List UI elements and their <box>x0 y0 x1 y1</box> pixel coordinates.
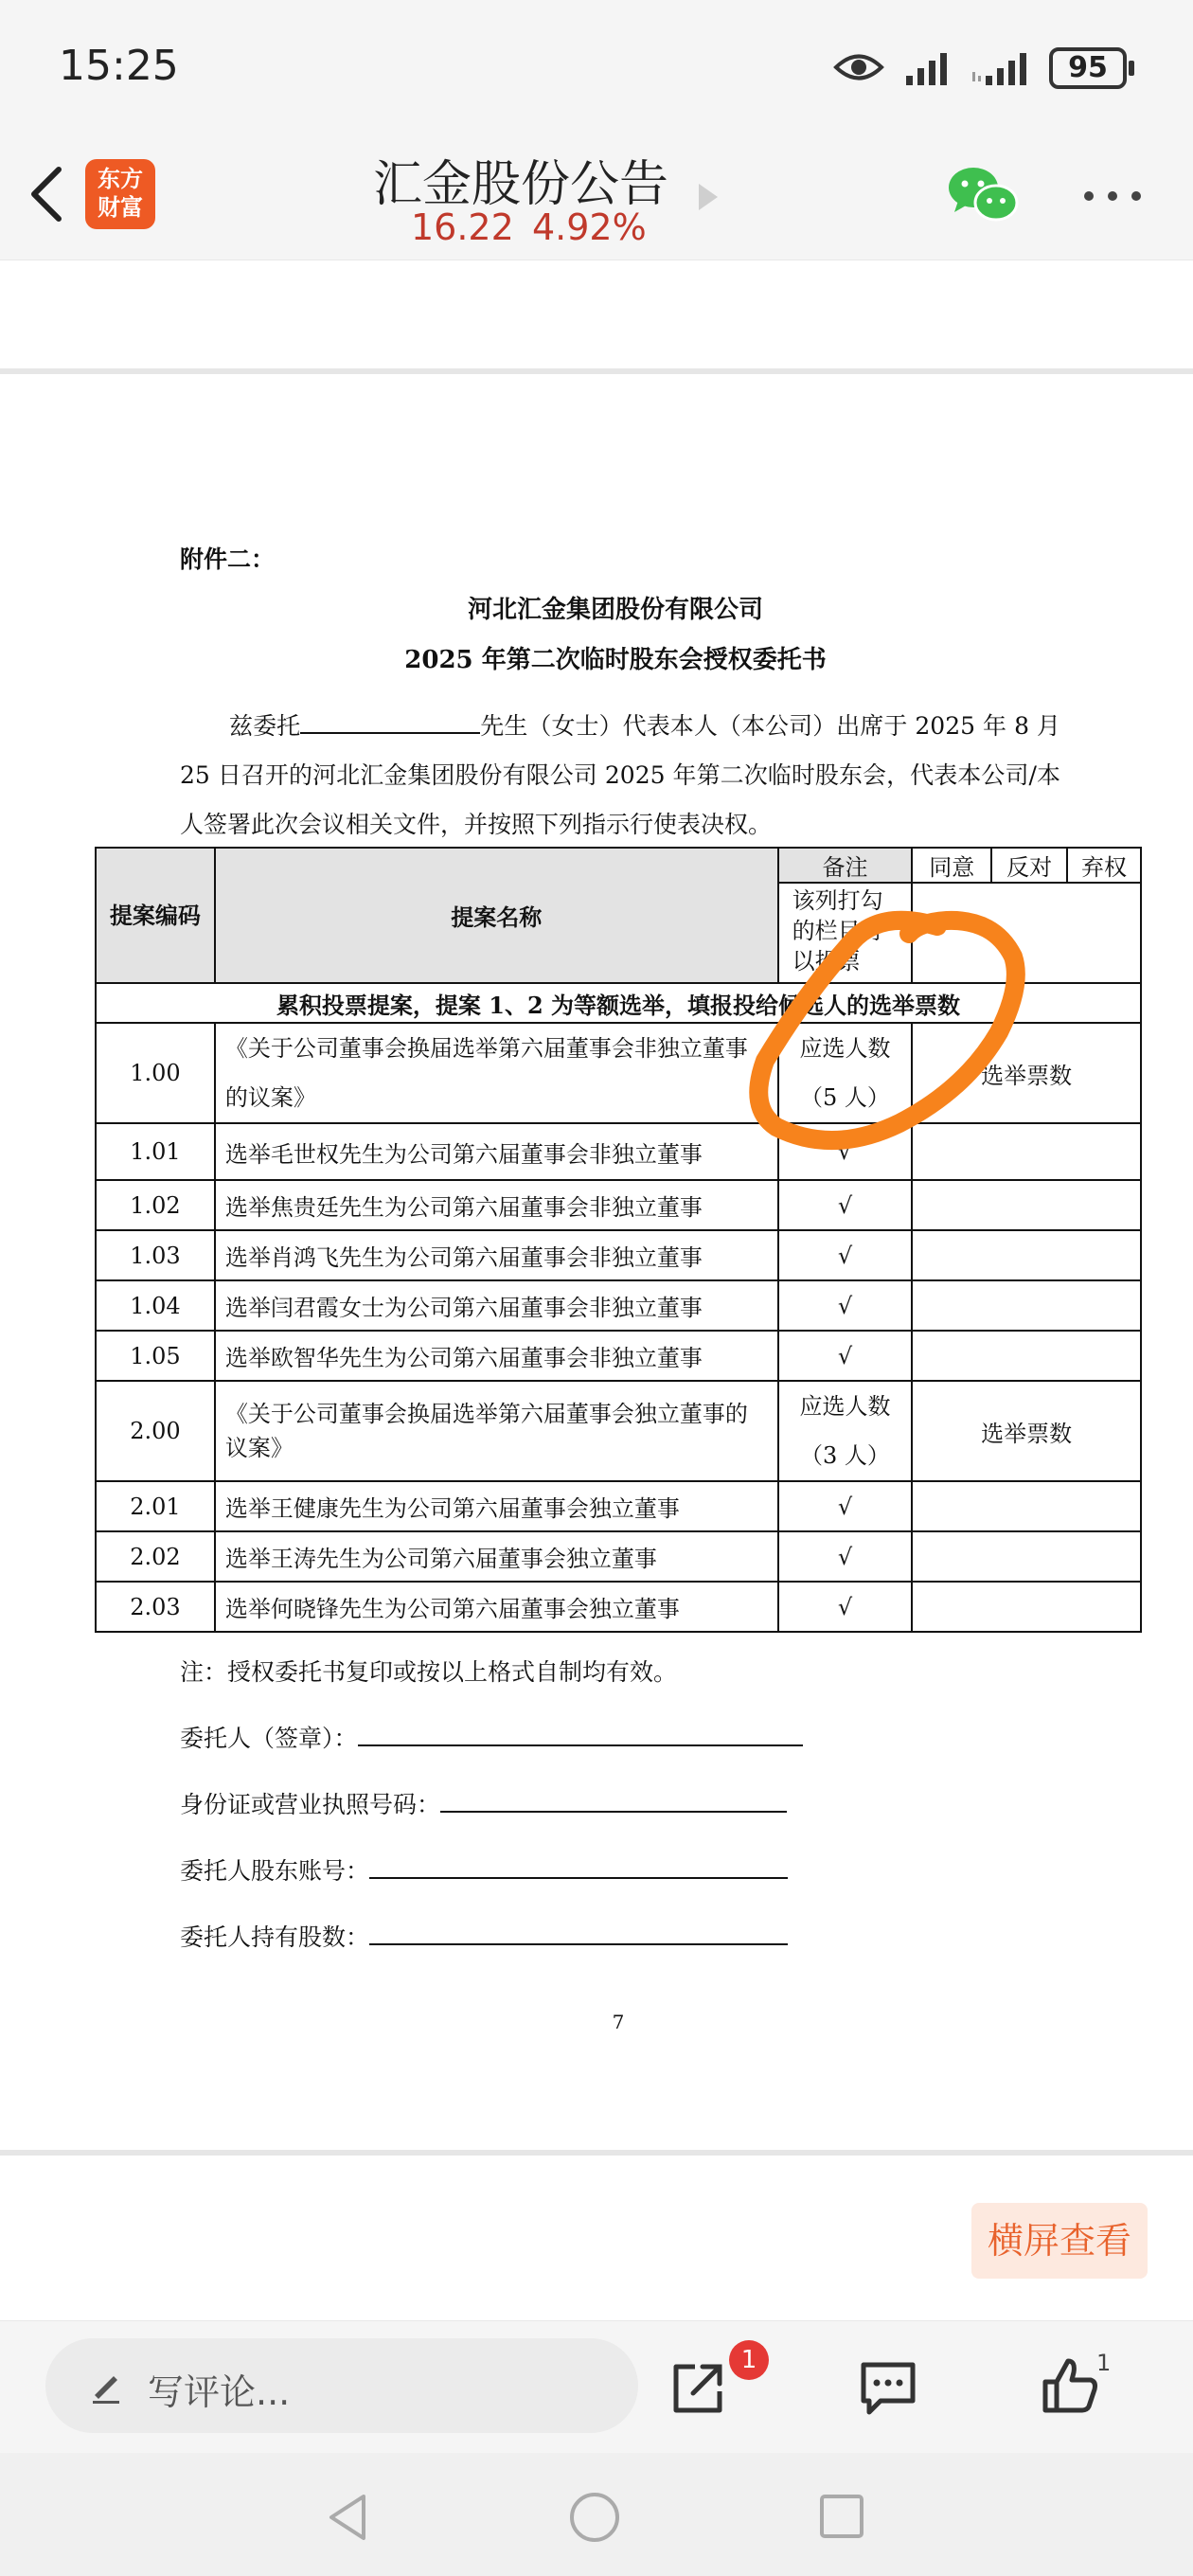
page-number: 7 <box>612 2011 625 2033</box>
signal-icon <box>904 47 957 87</box>
row-check: √ <box>778 1481 913 1531</box>
app-logo[interactable] <box>85 159 155 229</box>
row-code: 1.04 <box>96 1280 215 1331</box>
battery-icon <box>1049 47 1127 89</box>
comment-input[interactable] <box>45 2338 638 2433</box>
pen-icon <box>87 2367 125 2405</box>
nav-recent-icon[interactable] <box>818 2493 865 2540</box>
header-blank <box>912 883 1141 983</box>
header-agree: 同意 <box>912 848 991 883</box>
row-votes-cell <box>912 1123 1141 1180</box>
row-name: 选举毛世权先生为公司第六届董事会非独立董事 <box>215 1123 778 1180</box>
header-oppose: 反对 <box>991 848 1067 883</box>
more-icon[interactable] <box>1079 185 1146 207</box>
name-blank <box>300 711 480 734</box>
page-title: 汇金股份公告 <box>372 156 668 213</box>
header-code: 提案编码 <box>96 848 215 983</box>
row-votes-cell <box>912 1481 1141 1531</box>
table-row <box>96 1280 1141 1331</box>
play-arrow-icon[interactable] <box>693 178 721 216</box>
bottom-action-bar <box>0 2320 1193 2453</box>
row-name: 选举何晓锋先生为公司第六届董事会独立董事 <box>215 1582 778 1632</box>
proposal-2-rows <box>96 1481 1141 1632</box>
eye-icon <box>833 49 884 85</box>
row-name: 选举肖鸿飞先生为公司第六届董事会非独立董事 <box>215 1230 778 1280</box>
field-id: 身份证或营业执照号码： <box>180 1786 787 1820</box>
row-name: 选举王涛先生为公司第六届董事会独立董事 <box>215 1531 778 1582</box>
row-name: 选举欧智华先生为公司第六届董事会非独立董事 <box>215 1331 778 1381</box>
p2-name: 《关于公司董事会换届选举第六届董事会独立董事的议案》 <box>215 1381 778 1481</box>
status-time: 15:25 <box>59 42 179 90</box>
wechat-icon[interactable] <box>947 163 1019 225</box>
stock-price: 16.22 <box>411 206 514 248</box>
proposal-1-rows <box>96 1123 1141 1381</box>
field-account: 委托人股东账号： <box>180 1852 788 1887</box>
p2-code: 2.00 <box>96 1381 215 1481</box>
row-check: √ <box>778 1123 913 1180</box>
landscape-view-button[interactable]: 横屏查看 <box>971 2203 1148 2279</box>
row-check: √ <box>778 1331 913 1381</box>
row-votes-cell <box>912 1280 1141 1331</box>
logo-line2: 财富 <box>98 194 143 221</box>
header-name: 提案名称 <box>215 848 778 983</box>
header-abstain: 弃权 <box>1067 848 1141 883</box>
nav-home-icon[interactable] <box>568 2491 621 2544</box>
share-icon[interactable] <box>668 2359 727 2418</box>
row-votes-cell <box>912 1331 1141 1381</box>
row-code: 2.02 <box>96 1531 215 1582</box>
table-row <box>96 1481 1141 1531</box>
row-name: 选举闫君霞女士为公司第六届董事会非独立董事 <box>215 1280 778 1331</box>
field-shares: 委托人持有股数： <box>180 1919 788 1953</box>
row-check: √ <box>778 1280 913 1331</box>
row-votes-cell <box>912 1230 1141 1280</box>
logo-line1: 东方 <box>98 166 143 192</box>
row-votes-cell <box>912 1531 1141 1582</box>
table-row <box>96 1180 1141 1230</box>
row-code: 2.01 <box>96 1481 215 1531</box>
table-row <box>96 1531 1141 1582</box>
app-header <box>0 133 1193 260</box>
row-votes-cell <box>912 1582 1141 1632</box>
share-badge: 1 <box>729 2340 769 2380</box>
doc-note: 注：授权委托书复印或按以上格式自制均有效。 <box>180 1658 678 1686</box>
doc-company: 河北汇金集团股份有限公司 <box>467 596 763 624</box>
p1-remark: 应选人数 （5 人） <box>778 1023 913 1123</box>
row-code: 1.02 <box>96 1180 215 1230</box>
like-icon[interactable] <box>1040 2355 1100 2416</box>
comment-placeholder: 写评论... <box>148 2371 291 2413</box>
landscape-band <box>0 2150 1193 2320</box>
p1-votes: 选举票数 <box>912 1023 1141 1123</box>
row-code: 1.05 <box>96 1331 215 1381</box>
stock-change: 4.92% <box>532 206 647 248</box>
row-check: √ <box>778 1582 913 1632</box>
header-spacer <box>0 260 1193 374</box>
comment-icon[interactable] <box>858 2359 918 2418</box>
attachment-label: 附件二： <box>180 546 276 573</box>
field-principal: 委托人（签章）： <box>180 1720 803 1754</box>
row-check: √ <box>778 1230 913 1280</box>
announcement-document <box>0 380 1193 2151</box>
row-votes-cell <box>912 1180 1141 1230</box>
row-check: √ <box>778 1531 913 1582</box>
battery-level: 95 <box>1068 51 1108 84</box>
status-bar <box>0 0 1193 133</box>
row-code: 2.03 <box>96 1582 215 1632</box>
header-remark-sub: 该列打勾的栏目可以投票 <box>778 883 913 983</box>
p1-code: 1.00 <box>96 1023 215 1123</box>
table-row <box>96 1230 1141 1280</box>
back-icon[interactable] <box>19 156 76 232</box>
like-count: 1 <box>1096 2350 1112 2376</box>
signal-icon-2 <box>970 47 1037 87</box>
table-row <box>96 1331 1141 1381</box>
doc-paragraph <box>180 702 1060 850</box>
nav-back-icon[interactable] <box>324 2491 371 2544</box>
table-row <box>96 1582 1141 1632</box>
header-remark: 备注 <box>778 848 913 883</box>
row-code: 1.03 <box>96 1230 215 1280</box>
p2-remark: 应选人数 （3 人） <box>778 1381 913 1481</box>
proposal-table <box>95 847 1142 1633</box>
row-check: √ <box>778 1180 913 1230</box>
section-row: 累积投票提案，提案 1、2 为等额选举，填报投给候选人的选举票数 <box>96 983 1141 1023</box>
table-row <box>96 1123 1141 1180</box>
para-part-a: 兹委托 <box>229 712 301 740</box>
row-code: 1.01 <box>96 1123 215 1180</box>
p1-name: 《关于公司董事会换届选举第六届董事会非独立董事的议案》 <box>215 1023 778 1123</box>
row-name: 选举王健康先生为公司第六届董事会独立董事 <box>215 1481 778 1531</box>
para-part-b: 先生（女士）代表本人（本公司）出席于 2025 年 8 月 25 日召开的河北汇金集团股份有限公司 2025 年第二次临时股东会，代表本公司/本人签署此次会议相关文件，并按照下列指示行使表决权。 <box>180 712 1060 838</box>
p2-votes: 选举票数 <box>912 1381 1141 1481</box>
system-nav-bar <box>0 2453 1193 2576</box>
row-name: 选举焦贵廷先生为公司第六届董事会非独立董事 <box>215 1180 778 1230</box>
doc-subtitle: 2025 年第二次临时股东会授权委托书 <box>404 646 827 674</box>
